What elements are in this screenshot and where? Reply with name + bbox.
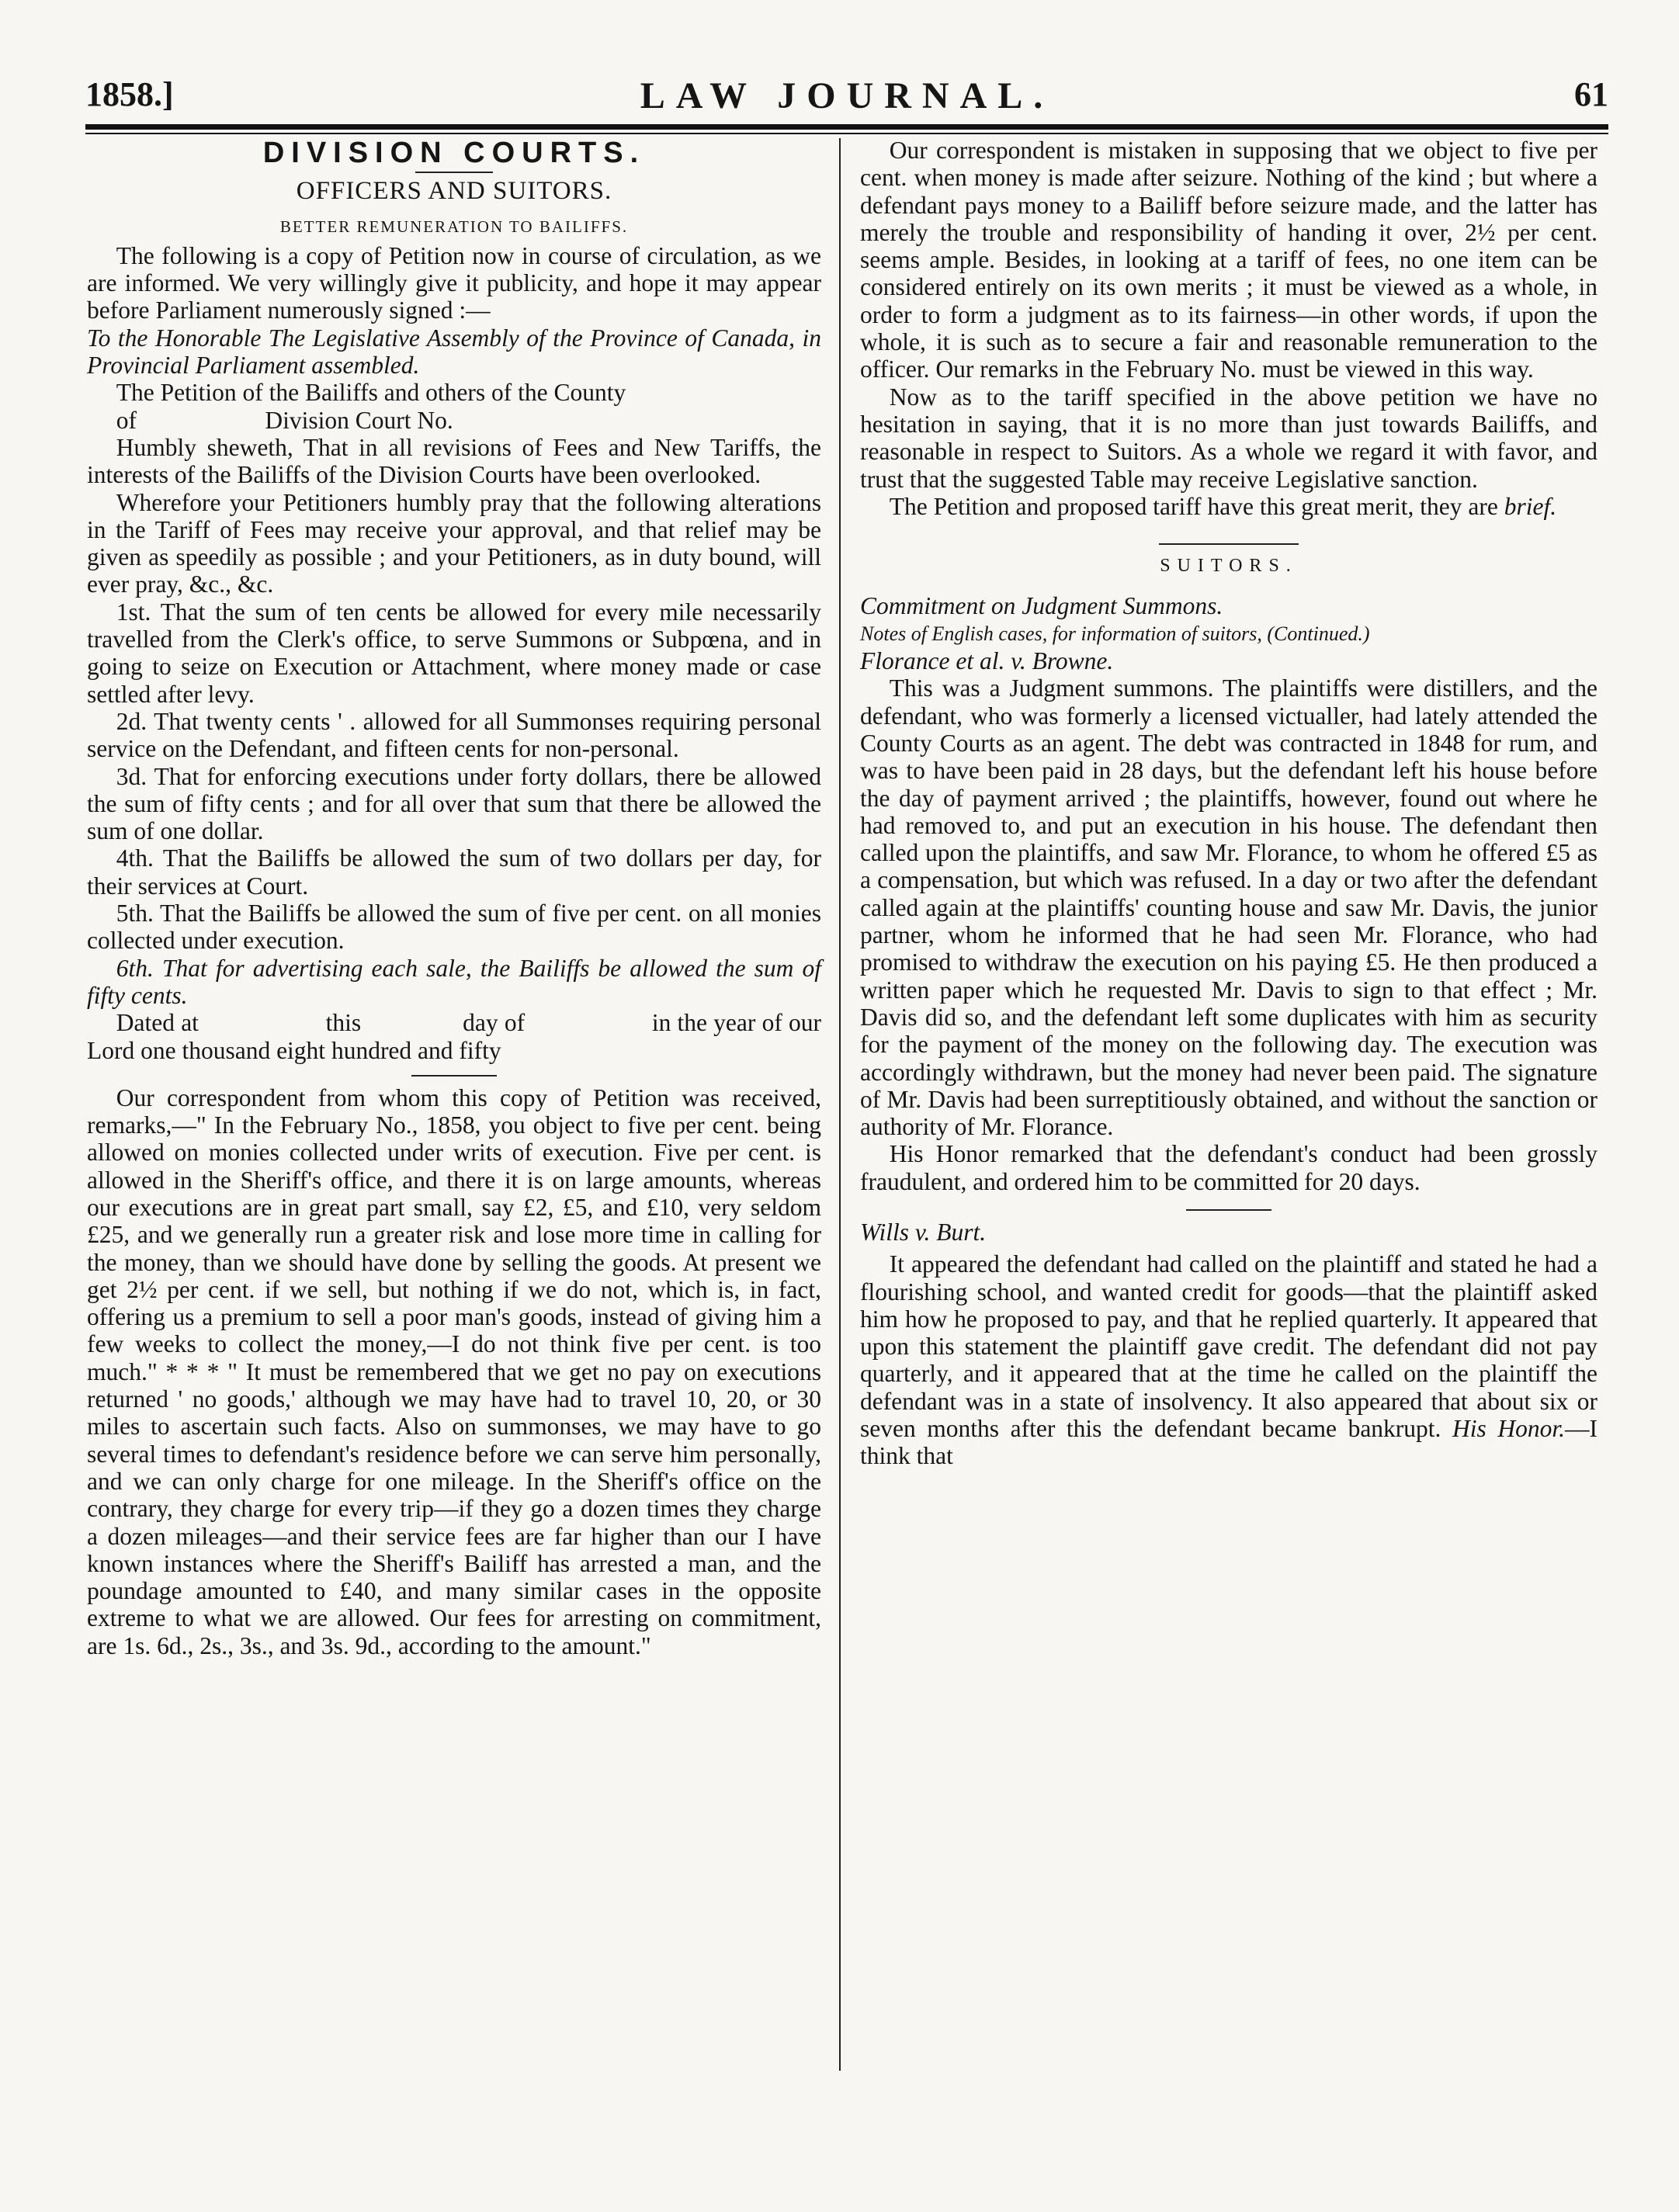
petition-address: To the Honorable The Legislative Assembly of the Province of Canada, in Provincial Parliament assembled. bbox=[87, 324, 821, 380]
header-title: LAW JOURNAL. bbox=[640, 75, 1054, 116]
wherefore-paragraph: Wherefore your Petitioners humbly pray that the following alterations in the Tariff of Fees may receive your approval, and that relief may be given as speedily as possible ; and your Petitioners, as in duty bound, will ever pray, &c., &c. bbox=[87, 488, 821, 598]
petition-item-4: 4th. That the Bailiffs be allowed the sum of two dollars per day, for their services at Court. bbox=[87, 844, 821, 900]
suitors-heading: SUITORS. bbox=[1160, 556, 1298, 577]
petition-item-5: 5th. That the Bailiffs be allowed the sum of five per cent. on all monies collected under execution. bbox=[87, 900, 821, 955]
case-1-title: Florance et al. v. Browne. bbox=[860, 647, 1114, 675]
case-rule bbox=[1186, 1209, 1271, 1211]
left-column bbox=[87, 137, 827, 1659]
header-page-number: 61 bbox=[1574, 75, 1608, 113]
page-header bbox=[85, 75, 1608, 123]
petition-item-2: 2d. That twenty cents ' . allowed for all Summonses requiring personal service on the Defendant, and fifteen cents for non-personal. bbox=[87, 707, 821, 763]
petition-of-line-2: of Division Court No. bbox=[116, 406, 453, 434]
petition-item-3: 3d. That for enforcing executions under forty dollars, there be allowed the sum of fifty cents ; and for all over that sum that there be allowed the sum of one dollar. bbox=[87, 762, 821, 845]
commitment-heading: Commitment on Judgment Summons. bbox=[860, 592, 1223, 620]
title-rule bbox=[415, 172, 493, 173]
header-rule-thick bbox=[85, 124, 1608, 130]
right-column bbox=[860, 137, 1597, 1470]
suitors-rule bbox=[1159, 543, 1299, 545]
intro-paragraph: The following is a copy of Petition now in course of circulation, as we are informed. We very willingly give it publicity, and hope it may appear before Parliament numerously signed :— bbox=[87, 241, 821, 324]
paragraph-3-italic: brief. bbox=[1504, 492, 1557, 520]
correspondent-paragraph: Our correspondent from whom this copy of Petition was received, remarks,—" In the February No., 1858, you object to five per cent. being allowed on monies collected under writs of execution. Five per cent. is allowed in the Sheriff's office, and there it is on large amounts, whereas our executions are in great part small, say £2, £5, and £10, very seldom £25, and we generally run a greater risk and lose more time in calling for the money, than we should have done by selling the goods. At present we get 2½ per cent. if we sell, but nothing if we do not, which is, in fact, offering us a premium to sell a poor man's goods, instead of giving him a few weeks to collect the money,—I do not think five per cent. is too much." * * * " It must be remembered that we get no pay on executions returned ' no goods,' although we may have had to travel 10, 20, or 30 miles to ascertain such facts. Also on summonses, we may have to go several times to defendant's residence before we can serve him personally, and we can only charge for one mileage. In the Sheriff's office on the contrary, they charge for every trip—if they go a dozen times they charge a dozen mileages—and their service fees are far higher than our I have known instances where the Sheriff's Bailiff has arrested a man, and the poundage amounted to £40, and many similar cases in the opposite extreme to what we are allowed. Our fees for arresting on commitment, are 1s. 6d., 2s., 3s., and 3s. 9d., according to the amount." bbox=[87, 1083, 821, 1659]
case-2-title: Wills v. Burt. bbox=[860, 1218, 987, 1246]
case-2-tail: —I think that bbox=[860, 1415, 1597, 1470]
petition-item-1: 1st. That the sum of ten cents be allowed for every mile necessarily travelled from the Clerk's office, to serve Summons or Subpœna, and in going to seize on Execution or Attachment, where money made or case settled after levy. bbox=[87, 598, 821, 708]
notes-heading: Notes of English cases, for information of suitors, (Continued.) bbox=[860, 622, 1370, 645]
section-rule bbox=[411, 1075, 497, 1077]
case-2-body: It appeared the defendant had called on the plaintiff and stated he had a flourishing school, and wanted credit for goods—that the plaintiff asked him how he proposed to pay, and that he replied quarterly. It appeared that upon this statement the plaintiff gave credit. The defendant did not pay quarterly, and it appeared that at the time he called on the plaintiff the defendant was in a state of insolvency. It also appeared that about six or seven months after this the defendant became bankrupt. bbox=[860, 1250, 1597, 1443]
subsection-title: OFFICERS AND SUITORS. bbox=[296, 177, 612, 206]
case-2-honor: His Honor. bbox=[1452, 1415, 1565, 1443]
editor-reply-paragraph-2: Now as to the tariff specified in the above petition we have no hesitation in saying, that it is no more than just towards Bailiffs, and reasonable in respect to Suitors. As a whole we regard it with favor, and trust that the suggested Table may receive Legislative sanction. bbox=[860, 383, 1597, 493]
case-1-text: This was a Judgment summons. The plaintiffs were distillers, and the defendant, who was formerly a licensed victualler, had lately attended the County Courts as an agent. The debt was contracted in 1848 for rum, and was to have been paid in 28 days, but the defendant left his house before the day of payment arrived ; the plaintiffs, however, found out where he had removed to, and put an execution in his house. The defendant then called upon the plaintiffs, and saw Mr. Florance, to whom he offered £5 as a compensation, but which was refused. In a day or two after the defendant called again at the plaintiffs' counting house and saw Mr. Davis, the junior partner, whom he informed that he had seen Mr. Florance, who had promised to withdraw the execution on his paying £5. He then produced a written paper which he requested Mr. Davis to sign to that effect ; Mr. Davis did so, and the defendant left some duplicates with him as security for the payment of the money on the following day. The execution was accordingly withdrawn, but the money had never been paid. The signature of Mr. Davis had been surreptitiously obtained, and without the sanction or authority of Mr. Florance. bbox=[860, 674, 1597, 1141]
petition-of-line-1: The Petition of the Bailiffs and others of the County bbox=[116, 379, 626, 407]
header-rule-thin bbox=[85, 133, 1608, 134]
humbly-paragraph: Humbly sheweth, That in all revisions of Fees and New Tariffs, the interests of the Bailiffs of the Division Courts have been overlooked. bbox=[87, 433, 821, 489]
case-2-text bbox=[860, 1250, 1597, 1469]
small-heading: BETTER REMUNERATION TO BAILIFFS. bbox=[279, 217, 629, 236]
section-title: DIVISION COURTS. bbox=[262, 137, 646, 169]
column-divider bbox=[839, 138, 841, 2071]
case-1-ruling: His Honor remarked that the defendant's conduct had been grossly fraudulent, and ordered him to be committed for 20 days. bbox=[860, 1140, 1597, 1195]
editor-reply-paragraph-3 bbox=[860, 493, 1597, 520]
paragraph-3-text: The Petition and proposed tariff have this great merit, they are bbox=[889, 492, 1504, 520]
dated-line: Dated at this day of in the year of our Lord one thousand eight hundred and fifty bbox=[87, 1009, 827, 1064]
header-year: 1858.] bbox=[85, 75, 174, 113]
petition-item-6: 6th. That for advertising each sale, the Bailiffs be allowed the sum of fifty cents. bbox=[87, 954, 821, 1009]
editor-reply-paragraph-1: Our correspondent is mistaken in supposing that we object to five per cent. when money is made after seizure. Nothing of the kind ; but where a defendant pays money to a Bailiff before seizure made, and the latter has merely the trouble and responsibility of handing it over, 2½ per cent. seems ample. Besides, in looking at a tariff of fees, no one item can be considered entirely on its own merits ; it must be viewed as a whole, in order to form a judgment as to its fairness—in other words, if upon the whole, it is such as to secure a fair and reasonable remuneration to the officer. Our remarks in the February No. must be viewed in this way. bbox=[860, 137, 1597, 383]
